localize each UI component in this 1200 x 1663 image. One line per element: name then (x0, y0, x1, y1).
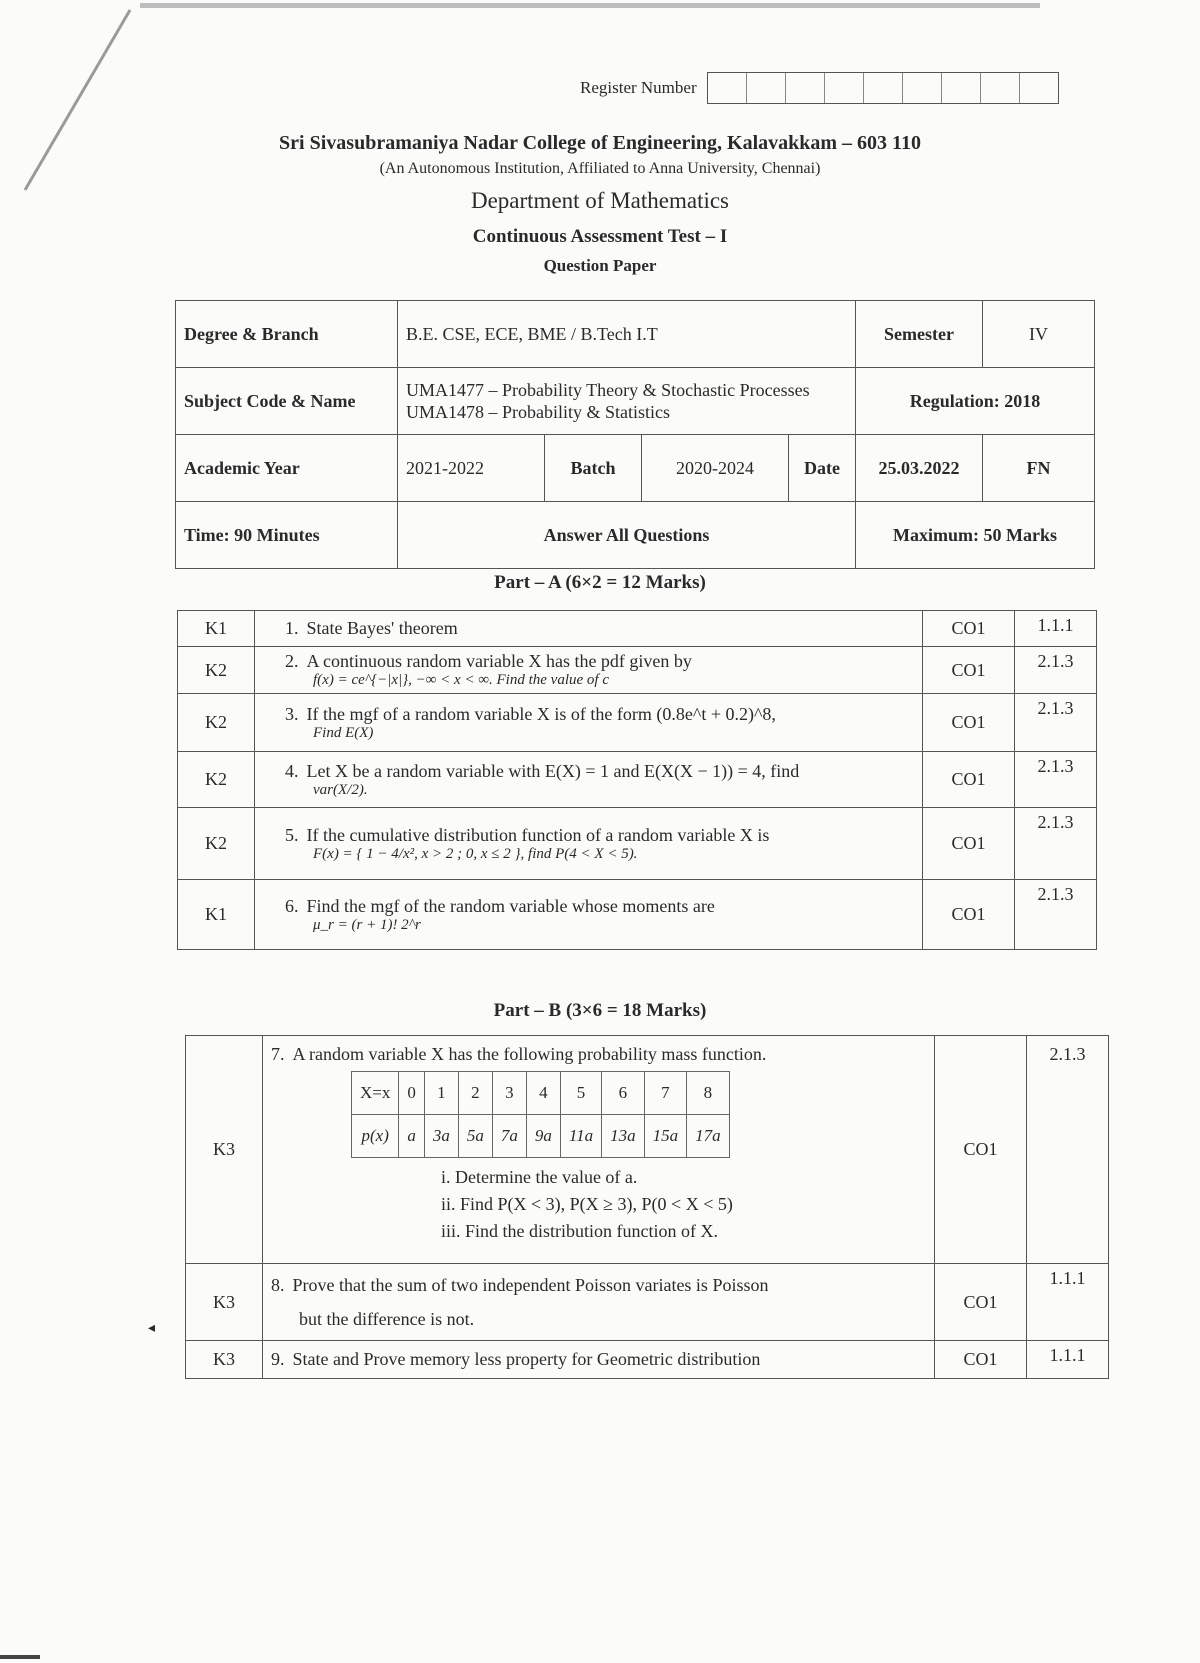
pmf-x-value: 2 (458, 1072, 492, 1115)
year-value: 2021-2022 (398, 435, 545, 502)
college-subtitle: (An Autonomous Institution, Affiliated to Anna University, Chennai) (379, 160, 821, 177)
question-text: A continuous random variable X has the pdf given by (306, 651, 692, 671)
pmf-x-value: 1 (424, 1072, 458, 1115)
pmf-x-value: 5 (560, 1072, 601, 1115)
question-row (178, 880, 1097, 950)
test-title: Continuous Assessment Test – I (472, 226, 728, 247)
q7-sub-1: i. Determine the value of a. (441, 1167, 638, 1187)
q7-sub-2: ii. Find P(X < 3), P(X ≥ 3), P(0 < X < 5) (441, 1194, 733, 1214)
question-co: CO1 (923, 694, 1015, 752)
question-k-level: K2 (178, 752, 255, 808)
scan-top-edge (140, 3, 1040, 8)
question-text: If the mgf of a random variable X is of the form (0.8e^t + 0.2)^8, (306, 703, 776, 724)
question-number: 4. (285, 760, 299, 781)
q7-k: K3 (186, 1036, 263, 1264)
subject-line-2: UMA1478 – Probability & Statistics (406, 402, 671, 422)
question-co: CO1 (923, 880, 1015, 950)
question-co: CO1 (923, 647, 1015, 694)
semester-label: Semester (856, 301, 983, 368)
question-number: 2. (285, 651, 299, 671)
question-math: F(x) = { 1 − 4/x², x > 2 ; 0, x ≤ 2 }, find P(4 < X < 5). (313, 845, 638, 862)
pmf-p-label: p(x) (352, 1115, 399, 1158)
q8-text: Prove that the sum of two independent Poisson variates is Poisson (292, 1275, 769, 1295)
q8-pi: 1.1.1 (1027, 1264, 1109, 1341)
scan-mark: ◂ (148, 1321, 156, 1336)
question-row (178, 647, 1097, 694)
part-a-title: Part – A (6×2 = 12 Marks) (494, 572, 706, 593)
pmf-p-value: 5a (458, 1115, 492, 1158)
pmf-x-value: 7 (644, 1072, 687, 1115)
question-co: CO1 (923, 611, 1015, 647)
question-row (178, 694, 1097, 752)
question-row (178, 752, 1097, 808)
pmf-x-value: 3 (492, 1072, 526, 1115)
question-co: CO1 (923, 752, 1015, 808)
instruction: Answer All Questions (398, 502, 856, 569)
question-k-level: K2 (178, 694, 255, 752)
time-label: Time: 90 Minutes (176, 502, 398, 569)
regulation: Regulation: 2018 (856, 368, 1095, 435)
pmf-p-value: 17a (687, 1115, 730, 1158)
batch-value: 2020-2024 (642, 435, 789, 502)
pmf-table (351, 1071, 730, 1158)
question-k-level: K2 (178, 647, 255, 694)
pmf-x-label: X=x (352, 1072, 399, 1115)
q8-co: CO1 (935, 1264, 1027, 1341)
date-value: 25.03.2022 (856, 435, 983, 502)
question-pi: 2.1.3 (1015, 752, 1097, 808)
question-number: 6. (285, 895, 299, 916)
q9-num: 9. (271, 1349, 285, 1369)
q7-co: CO1 (935, 1036, 1027, 1264)
q8-text-2: but the difference is not. (299, 1309, 475, 1329)
info-table (175, 300, 1095, 569)
part-b-title: Part – B (3×6 = 18 Marks) (493, 1000, 707, 1021)
question-text: If the cumulative distribution function of a random variable X is (306, 824, 770, 845)
question-k-level: K2 (178, 808, 255, 880)
part-b-table (185, 1035, 1109, 1379)
pmf-x-value: 6 (602, 1072, 645, 1115)
session: FN (983, 435, 1095, 502)
subject-label: Subject Code & Name (176, 368, 398, 435)
question-row (178, 808, 1097, 880)
q9-k: K3 (186, 1341, 263, 1379)
part-a-table (177, 610, 1097, 950)
pmf-p-value: 15a (644, 1115, 687, 1158)
pmf-p-value: 9a (526, 1115, 560, 1158)
pmf-p-value: 11a (560, 1115, 601, 1158)
q9-pi: 1.1.1 (1027, 1341, 1109, 1379)
q8-k: K3 (186, 1264, 263, 1341)
department: Department of Mathematics (470, 188, 730, 213)
question-pi: 2.1.3 (1015, 808, 1097, 880)
q9-co: CO1 (935, 1341, 1027, 1379)
pmf-p-value: 13a (602, 1115, 645, 1158)
question-k-level: K1 (178, 880, 255, 950)
pmf-x-value: 4 (526, 1072, 560, 1115)
question-number: 5. (285, 824, 299, 845)
register-label: Register Number (580, 78, 697, 97)
question-k-level: K1 (178, 611, 255, 647)
question-number: 3. (285, 703, 299, 724)
question-co: CO1 (923, 808, 1015, 880)
pmf-p-value: 3a (424, 1115, 458, 1158)
question-math: var(X/2). (313, 781, 368, 798)
scan-bottom-edge (0, 1655, 40, 1659)
q8-num: 8. (271, 1275, 285, 1295)
q7-num: 7. (271, 1044, 285, 1064)
subject-line-1: UMA1477 – Probability Theory & Stochastic Processes (406, 380, 810, 400)
question-pi: 2.1.3 (1015, 647, 1097, 694)
question-math: μ_r = (r + 1)! 2^r (313, 916, 421, 933)
degree-label: Degree & Branch (176, 301, 398, 368)
q7-sub-3: iii. Find the distribution function of X. (441, 1221, 718, 1241)
question-pi: 2.1.3 (1015, 880, 1097, 950)
question-text: Find the mgf of the random variable whose moments are (306, 895, 715, 916)
pmf-p-value: a (399, 1115, 425, 1158)
question-text: Let X be a random variable with E(X) = 1 and E(X(X − 1)) = 4, find (306, 760, 800, 781)
q9-text: State and Prove memory less property for Geometric distribution (292, 1349, 761, 1369)
semester-value: IV (983, 301, 1095, 368)
question-row (178, 611, 1097, 647)
degree-value: B.E. CSE, ECE, BME / B.Tech I.T (398, 301, 856, 368)
paper-title: Question Paper (543, 256, 657, 275)
q7-pi: 2.1.3 (1027, 1036, 1109, 1264)
max-marks: Maximum: 50 Marks (856, 502, 1095, 569)
q7-text: A random variable X has the following probability mass function. (292, 1044, 767, 1064)
question-math: Find E(X) (313, 724, 374, 741)
pmf-x-value: 0 (399, 1072, 425, 1115)
college-name: Sri Sivasubramaniya Nadar College of Engineering, Kalavakkam – 603 110 (279, 132, 921, 154)
question-pi: 2.1.3 (1015, 694, 1097, 752)
pmf-x-value: 8 (687, 1072, 730, 1115)
pmf-p-value: 7a (492, 1115, 526, 1158)
date-label: Date (789, 435, 856, 502)
batch-label: Batch (545, 435, 642, 502)
register-number (580, 72, 1059, 104)
question-text: State Bayes' theorem (306, 618, 458, 638)
register-boxes (707, 72, 1059, 104)
year-label: Academic Year (176, 435, 398, 502)
question-number: 1. (285, 618, 299, 638)
question-math: f(x) = ce^{−|x|}, −∞ < x < ∞. Find the value of c (313, 672, 609, 688)
question-pi: 1.1.1 (1015, 611, 1097, 647)
